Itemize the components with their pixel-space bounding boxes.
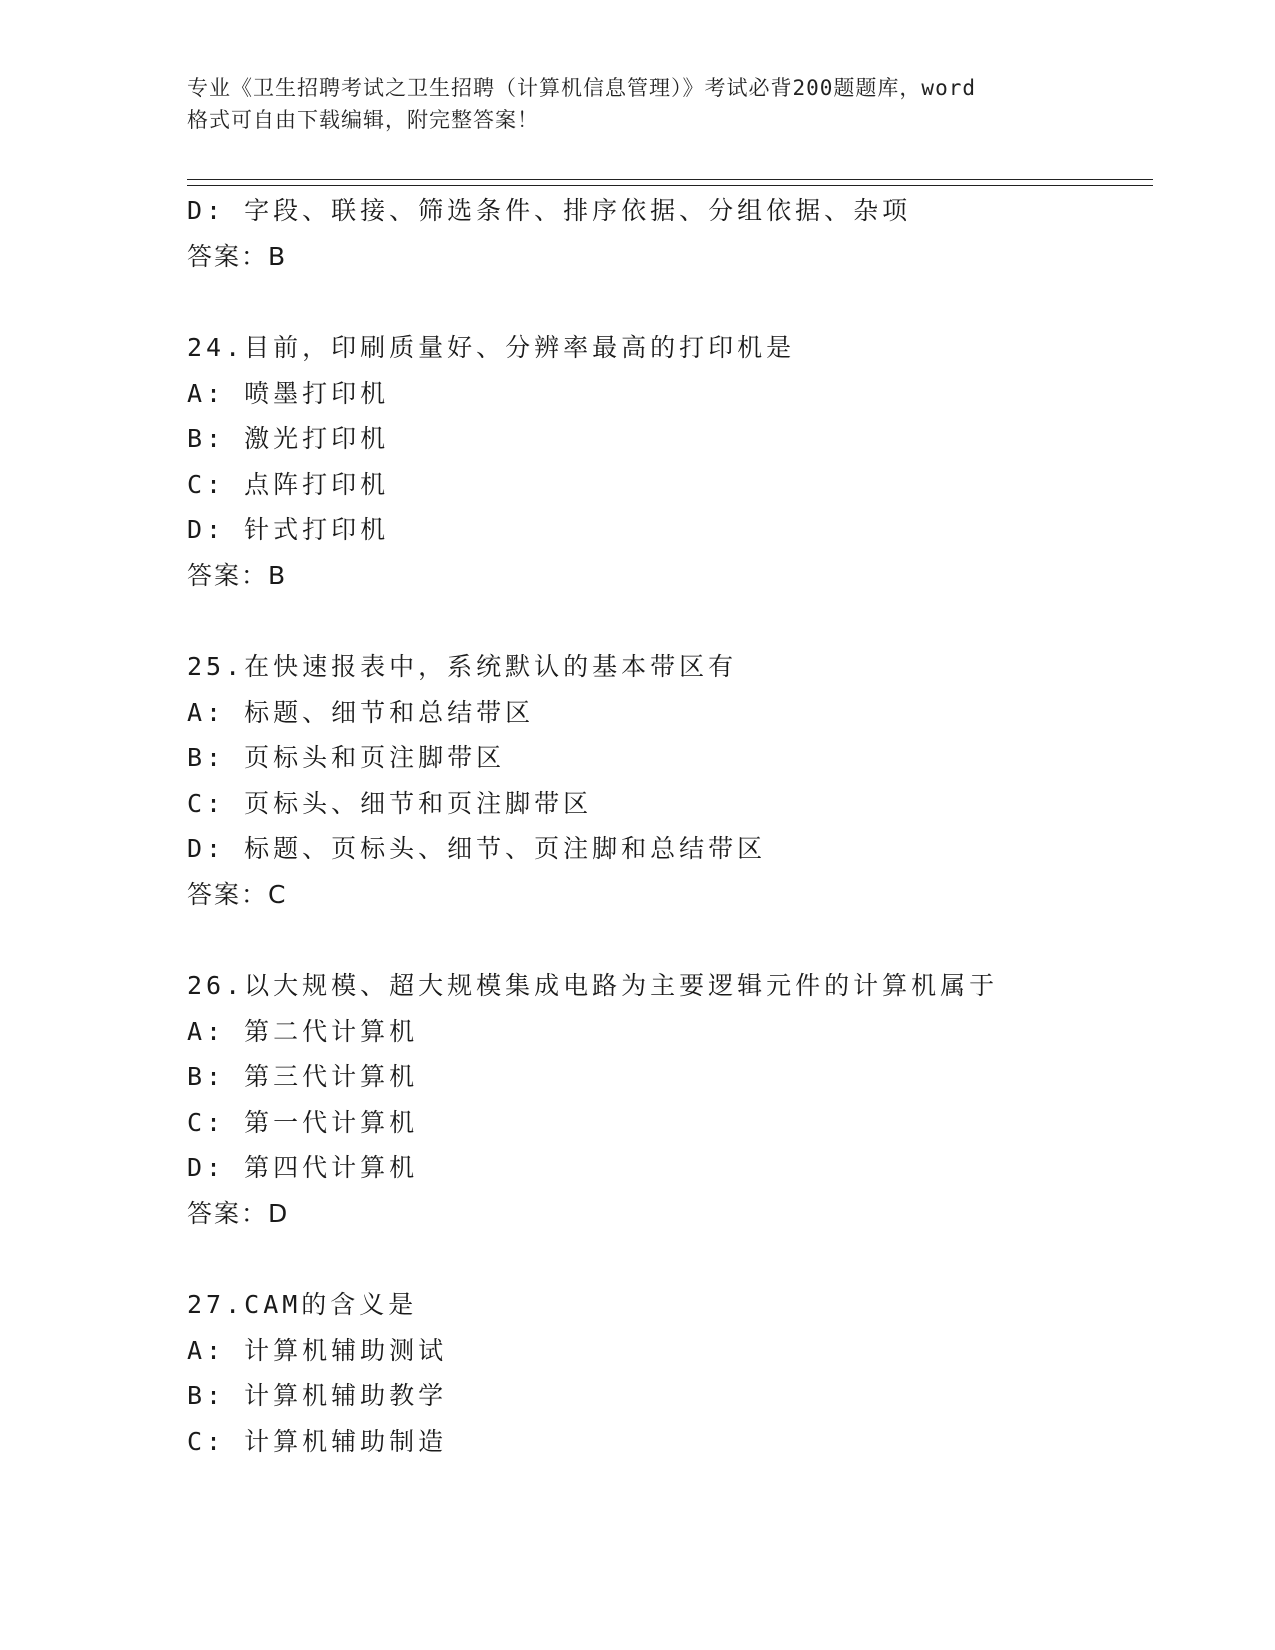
option-c: C: 点阵打印机 bbox=[187, 469, 390, 499]
option-a: A: 喷墨打印机 bbox=[187, 378, 390, 408]
answer-line: 答案：D bbox=[187, 1198, 290, 1228]
option-a: A: 标题、细节和总结带区 bbox=[187, 697, 535, 727]
option-b: B: 计算机辅助教学 bbox=[187, 1381, 448, 1410]
question-26 bbox=[187, 963, 1147, 1236]
question-list bbox=[187, 188, 1147, 1464]
option-d: D: 标题、页标头、细节、页注脚和总结带区 bbox=[187, 834, 767, 863]
option-d: D: 第四代计算机 bbox=[187, 1153, 419, 1182]
question-stem: 26.以大规模、超大规模集成电路为主要逻辑元件的计算机属于 bbox=[187, 971, 999, 1000]
spacer bbox=[187, 598, 1147, 644]
question-25 bbox=[187, 644, 1147, 917]
document-header bbox=[187, 72, 1107, 136]
option-b: B: 激光打印机 bbox=[187, 424, 390, 453]
option-b: B: 页标头和页注脚带区 bbox=[187, 743, 506, 772]
question-stem: 25.在快速报表中，系统默认的基本带区有 bbox=[187, 652, 738, 681]
answer-line: 答案：B bbox=[187, 241, 288, 271]
spacer bbox=[187, 279, 1147, 325]
question-27 bbox=[187, 1282, 1147, 1464]
option-c: C: 页标头、细节和页注脚带区 bbox=[187, 788, 593, 818]
option-c: C: 第一代计算机 bbox=[187, 1107, 419, 1137]
option-c: C: 计算机辅助制造 bbox=[187, 1426, 448, 1456]
header-rule-bottom bbox=[187, 185, 1153, 186]
header-line-1: 专业《卫生招聘考试之卫生招聘（计算机信息管理）》考试必背200题题库，word bbox=[187, 76, 976, 100]
question-23-continuation bbox=[187, 188, 1147, 279]
option-d: D: 字段、联接、筛选条件、排序依据、分组依据、杂项 bbox=[187, 196, 912, 225]
header-rule-top bbox=[187, 179, 1153, 180]
answer-line: 答案：C bbox=[187, 879, 288, 909]
question-24 bbox=[187, 325, 1147, 598]
answer-line: 答案：B bbox=[187, 560, 288, 590]
option-d: D: 针式打印机 bbox=[187, 515, 390, 544]
option-b: B: 第三代计算机 bbox=[187, 1062, 419, 1091]
option-a: A: 第二代计算机 bbox=[187, 1016, 419, 1046]
spacer bbox=[187, 1236, 1147, 1282]
question-stem: 24.目前，印刷质量好、分辨率最高的打印机是 bbox=[187, 333, 796, 362]
header-line-2: 格式可自由下载编辑，附完整答案！ bbox=[187, 108, 539, 132]
option-a: A: 计算机辅助测试 bbox=[187, 1335, 448, 1365]
question-stem: 27.CAM的含义是 bbox=[187, 1290, 418, 1319]
spacer bbox=[187, 917, 1147, 963]
